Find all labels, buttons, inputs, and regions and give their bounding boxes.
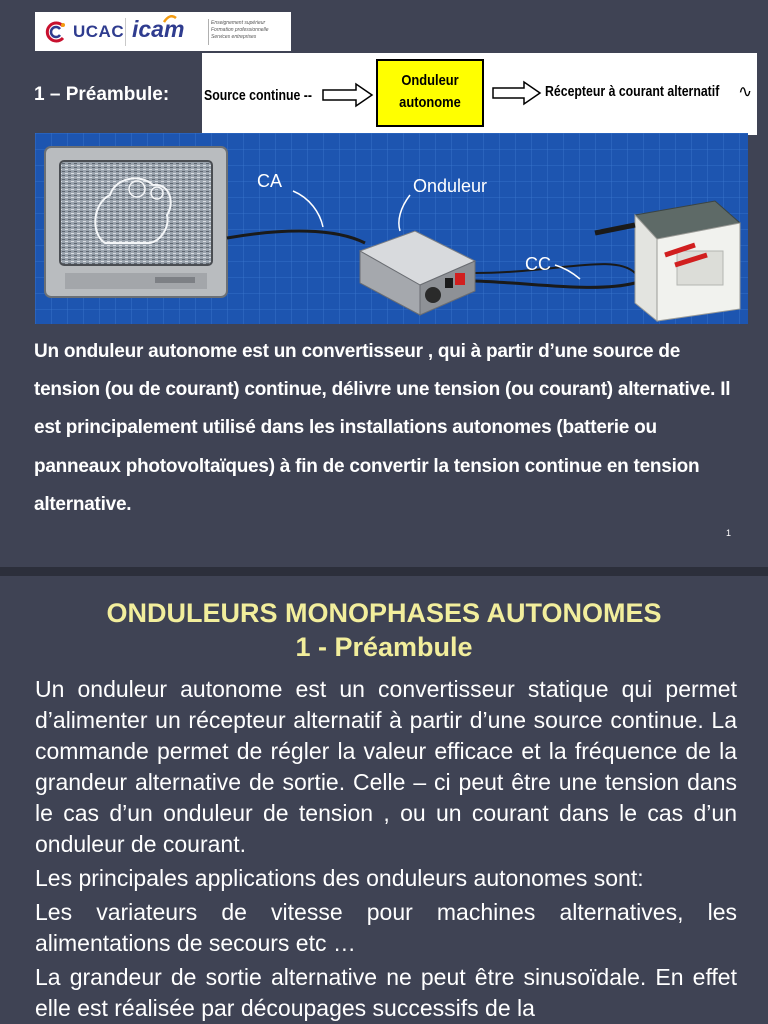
onduleur-box-line2: autonome bbox=[399, 94, 461, 111]
ucac-logo-text: UCAC bbox=[73, 22, 125, 41]
body-paragraph: Les variateurs de vitesse pour machines alternatives, les alimentations de secours etc … bbox=[35, 899, 737, 956]
slide-title bbox=[0, 596, 768, 664]
ucac-logo-icon bbox=[43, 20, 69, 44]
slide-separator bbox=[0, 567, 768, 576]
flow-destination-label: Récepteur à courant alternatif bbox=[545, 83, 720, 100]
tagline-line: Formation professionnelle bbox=[211, 27, 269, 33]
flow-source-label: Source continue -- bbox=[204, 87, 312, 104]
logo-divider bbox=[125, 18, 126, 46]
onduleur-box bbox=[376, 59, 484, 127]
title-line-2: 1 - Préambule bbox=[295, 632, 473, 662]
arrow-right-icon bbox=[492, 80, 542, 106]
icam-logo-text: icam bbox=[132, 16, 185, 42]
intro-paragraph: Un onduleur autonome est un convertisseur , qui à partir d’une source de tension (ou de courant) continue, délivre une tension (ou courant) alternative. Il est principalement utilisé dans les installations autonomes (batterie ou panneaux photovoltaïques) à fin de convertir la tension continue en tension alternative. bbox=[34, 341, 731, 515]
arrow-right-icon bbox=[322, 82, 374, 108]
slide-2 bbox=[0, 576, 768, 1024]
ac-symbol: ∿ bbox=[738, 82, 753, 101]
tagline-line: Services entreprises bbox=[211, 34, 257, 40]
title-line-1: ONDULEURS MONOPHASES AUTONOMES bbox=[106, 598, 662, 628]
body-paragraph: Les principales applications des onduleurs autonomes sont: bbox=[35, 865, 644, 891]
body-paragraph: La grandeur de sortie alternative ne peut être sinusoïdale. En effet elle est réalisée par découpages successifs de la bbox=[35, 964, 737, 1021]
tagline-line: Enseignement supérieur bbox=[211, 20, 266, 26]
page-number: 1 bbox=[726, 528, 732, 538]
body-paragraph: Un onduleur autonome est un convertisseur statique qui permet d’alimenter un récepteur alternatif à partir d’une source continue. La commande permet de régler la valeur efficace et la fréquence de la grandeur alternative de sortie. Celle – ci peut être une tension dans le cas d’un onduleur de tension , ou un courant dans le cas d’un onduleur de courant. bbox=[35, 676, 737, 857]
label-cc: CC bbox=[525, 254, 551, 274]
logo-tag-divider bbox=[208, 19, 209, 45]
television-icon bbox=[45, 147, 227, 297]
slide-body bbox=[35, 674, 737, 1024]
label-ca: CA bbox=[257, 171, 283, 191]
logo-tagline bbox=[211, 20, 289, 41]
label-onduleur: Onduleur bbox=[413, 176, 488, 196]
flow-diagram bbox=[202, 53, 757, 135]
preamble-label: 1 – Préambule: bbox=[34, 84, 170, 105]
logo-banner bbox=[35, 12, 291, 51]
onduleur-box-line1: Onduleur bbox=[401, 72, 459, 89]
inverter-illustration bbox=[35, 133, 748, 324]
